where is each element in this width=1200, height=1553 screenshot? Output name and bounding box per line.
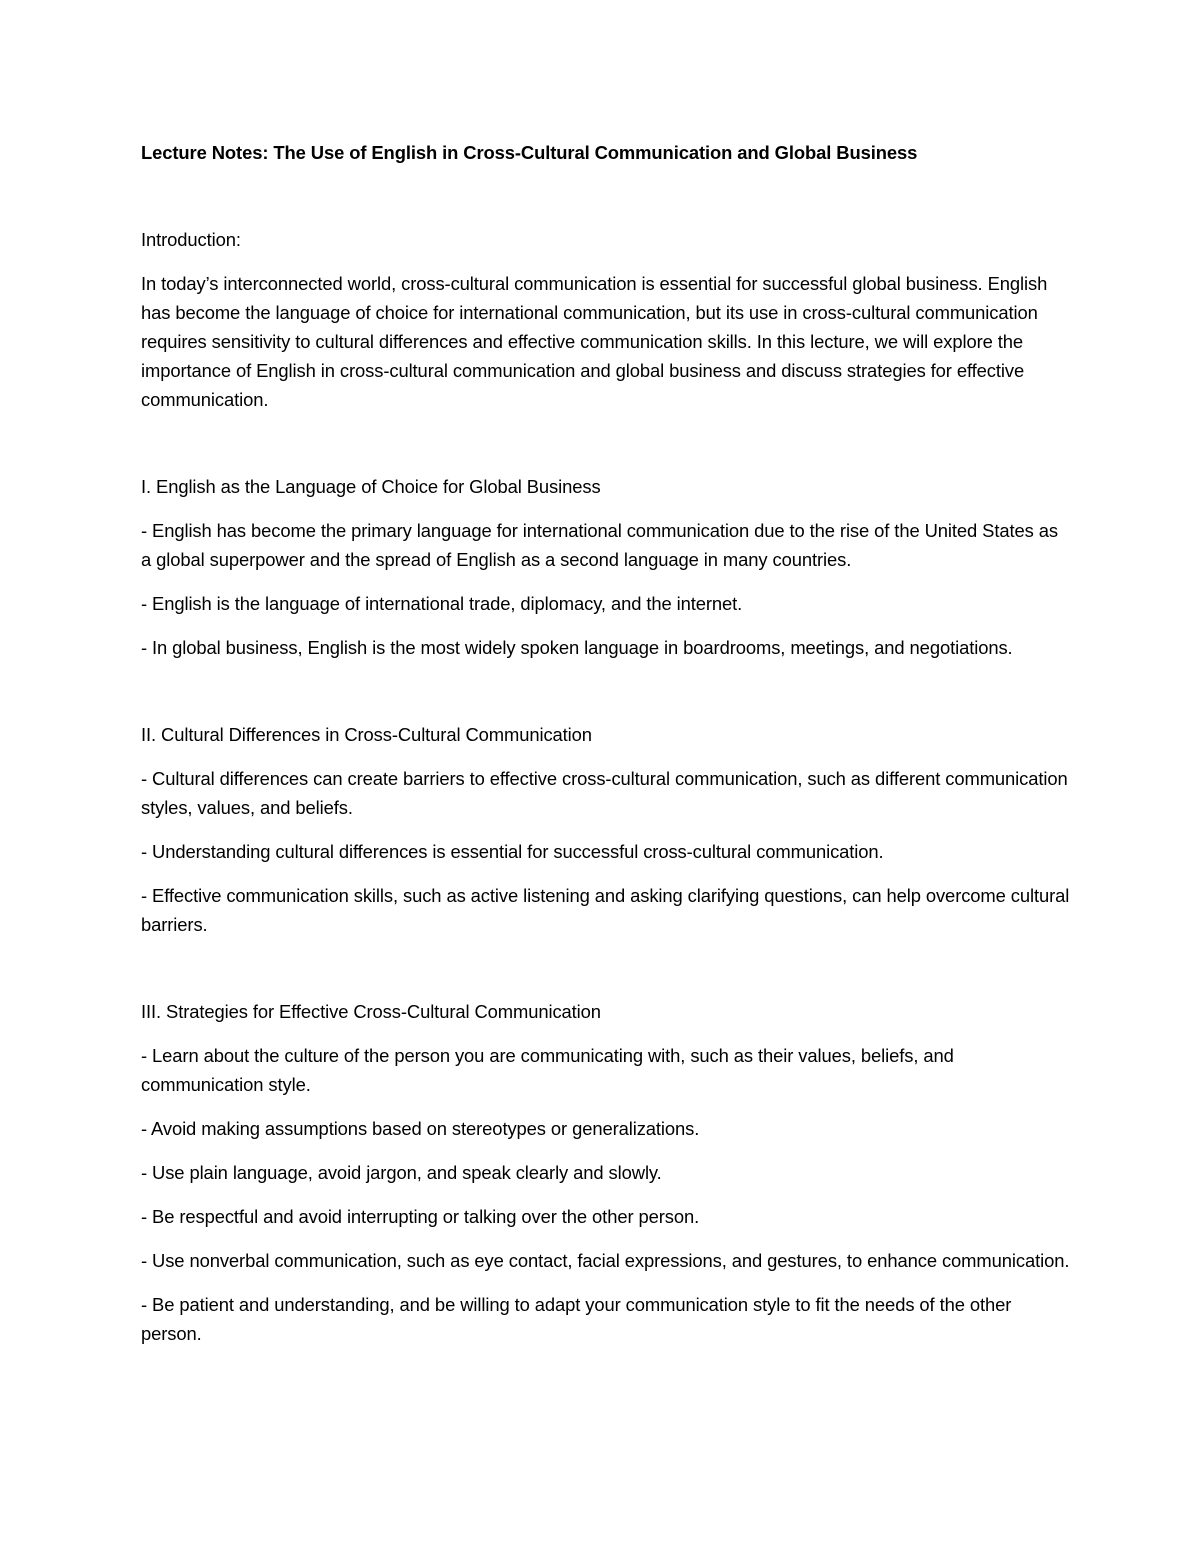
bullet-item: - English is the language of international trade, diplomacy, and the internet.	[141, 593, 743, 614]
section-heading: II. Cultural Differences in Cross-Cultural Communication	[141, 724, 592, 745]
bullet-item: - Effective communication skills, such as active listening and asking clarifying questions, can help overcome cultural barriers.	[141, 885, 1070, 935]
bullet-item: - Understanding cultural differences is essential for successful cross-cultural communication.	[141, 841, 884, 862]
section-heading: I. English as the Language of Choice for Global Business	[141, 476, 601, 497]
bullet-item: - Be respectful and avoid interrupting or talking over the other person.	[141, 1206, 700, 1227]
bullet-item: - Use nonverbal communication, such as eye contact, facial expressions, and gestures, to enhance communication.	[141, 1250, 1070, 1271]
section-3	[141, 997, 1071, 1348]
bullet-item: - Cultural differences can create barriers to effective cross-cultural communication, such as different communication styles, values, and beliefs.	[141, 768, 1068, 818]
section-2	[141, 720, 1071, 939]
intro-paragraph: In today’s interconnected world, cross-cultural communication is essential for successful global business. English has become the language of choice for international communication, but its use in cross-cultural communication requires sensitivity to cultural differences and effective communication skills. In this lecture, we will explore the importance of English in cross-cultural communication and global business and discuss strategies for effective communication.	[141, 273, 1048, 410]
bullet-item: - In global business, English is the most widely spoken language in boardrooms, meetings, and negotiations.	[141, 637, 1013, 658]
document-title: Lecture Notes: The Use of English in Cross-Cultural Communication and Global Business	[141, 142, 918, 163]
section-heading: III. Strategies for Effective Cross-Cultural Communication	[141, 1001, 601, 1022]
intro-heading: Introduction:	[141, 229, 241, 250]
bullet-item: - Use plain language, avoid jargon, and speak clearly and slowly.	[141, 1162, 662, 1183]
document-page	[141, 138, 1071, 1348]
bullet-item: - English has become the primary language for international communication due to the rise of the United States as a global superpower and the spread of English as a second language in many countries.	[141, 520, 1058, 570]
section-1	[141, 472, 1071, 662]
bullet-item: - Avoid making assumptions based on stereotypes or generalizations.	[141, 1118, 700, 1139]
bullet-item: - Learn about the culture of the person you are communicating with, such as their values, beliefs, and communication style.	[141, 1045, 954, 1095]
bullet-item: - Be patient and understanding, and be willing to adapt your communication style to fit the needs of the other person.	[141, 1294, 1012, 1344]
